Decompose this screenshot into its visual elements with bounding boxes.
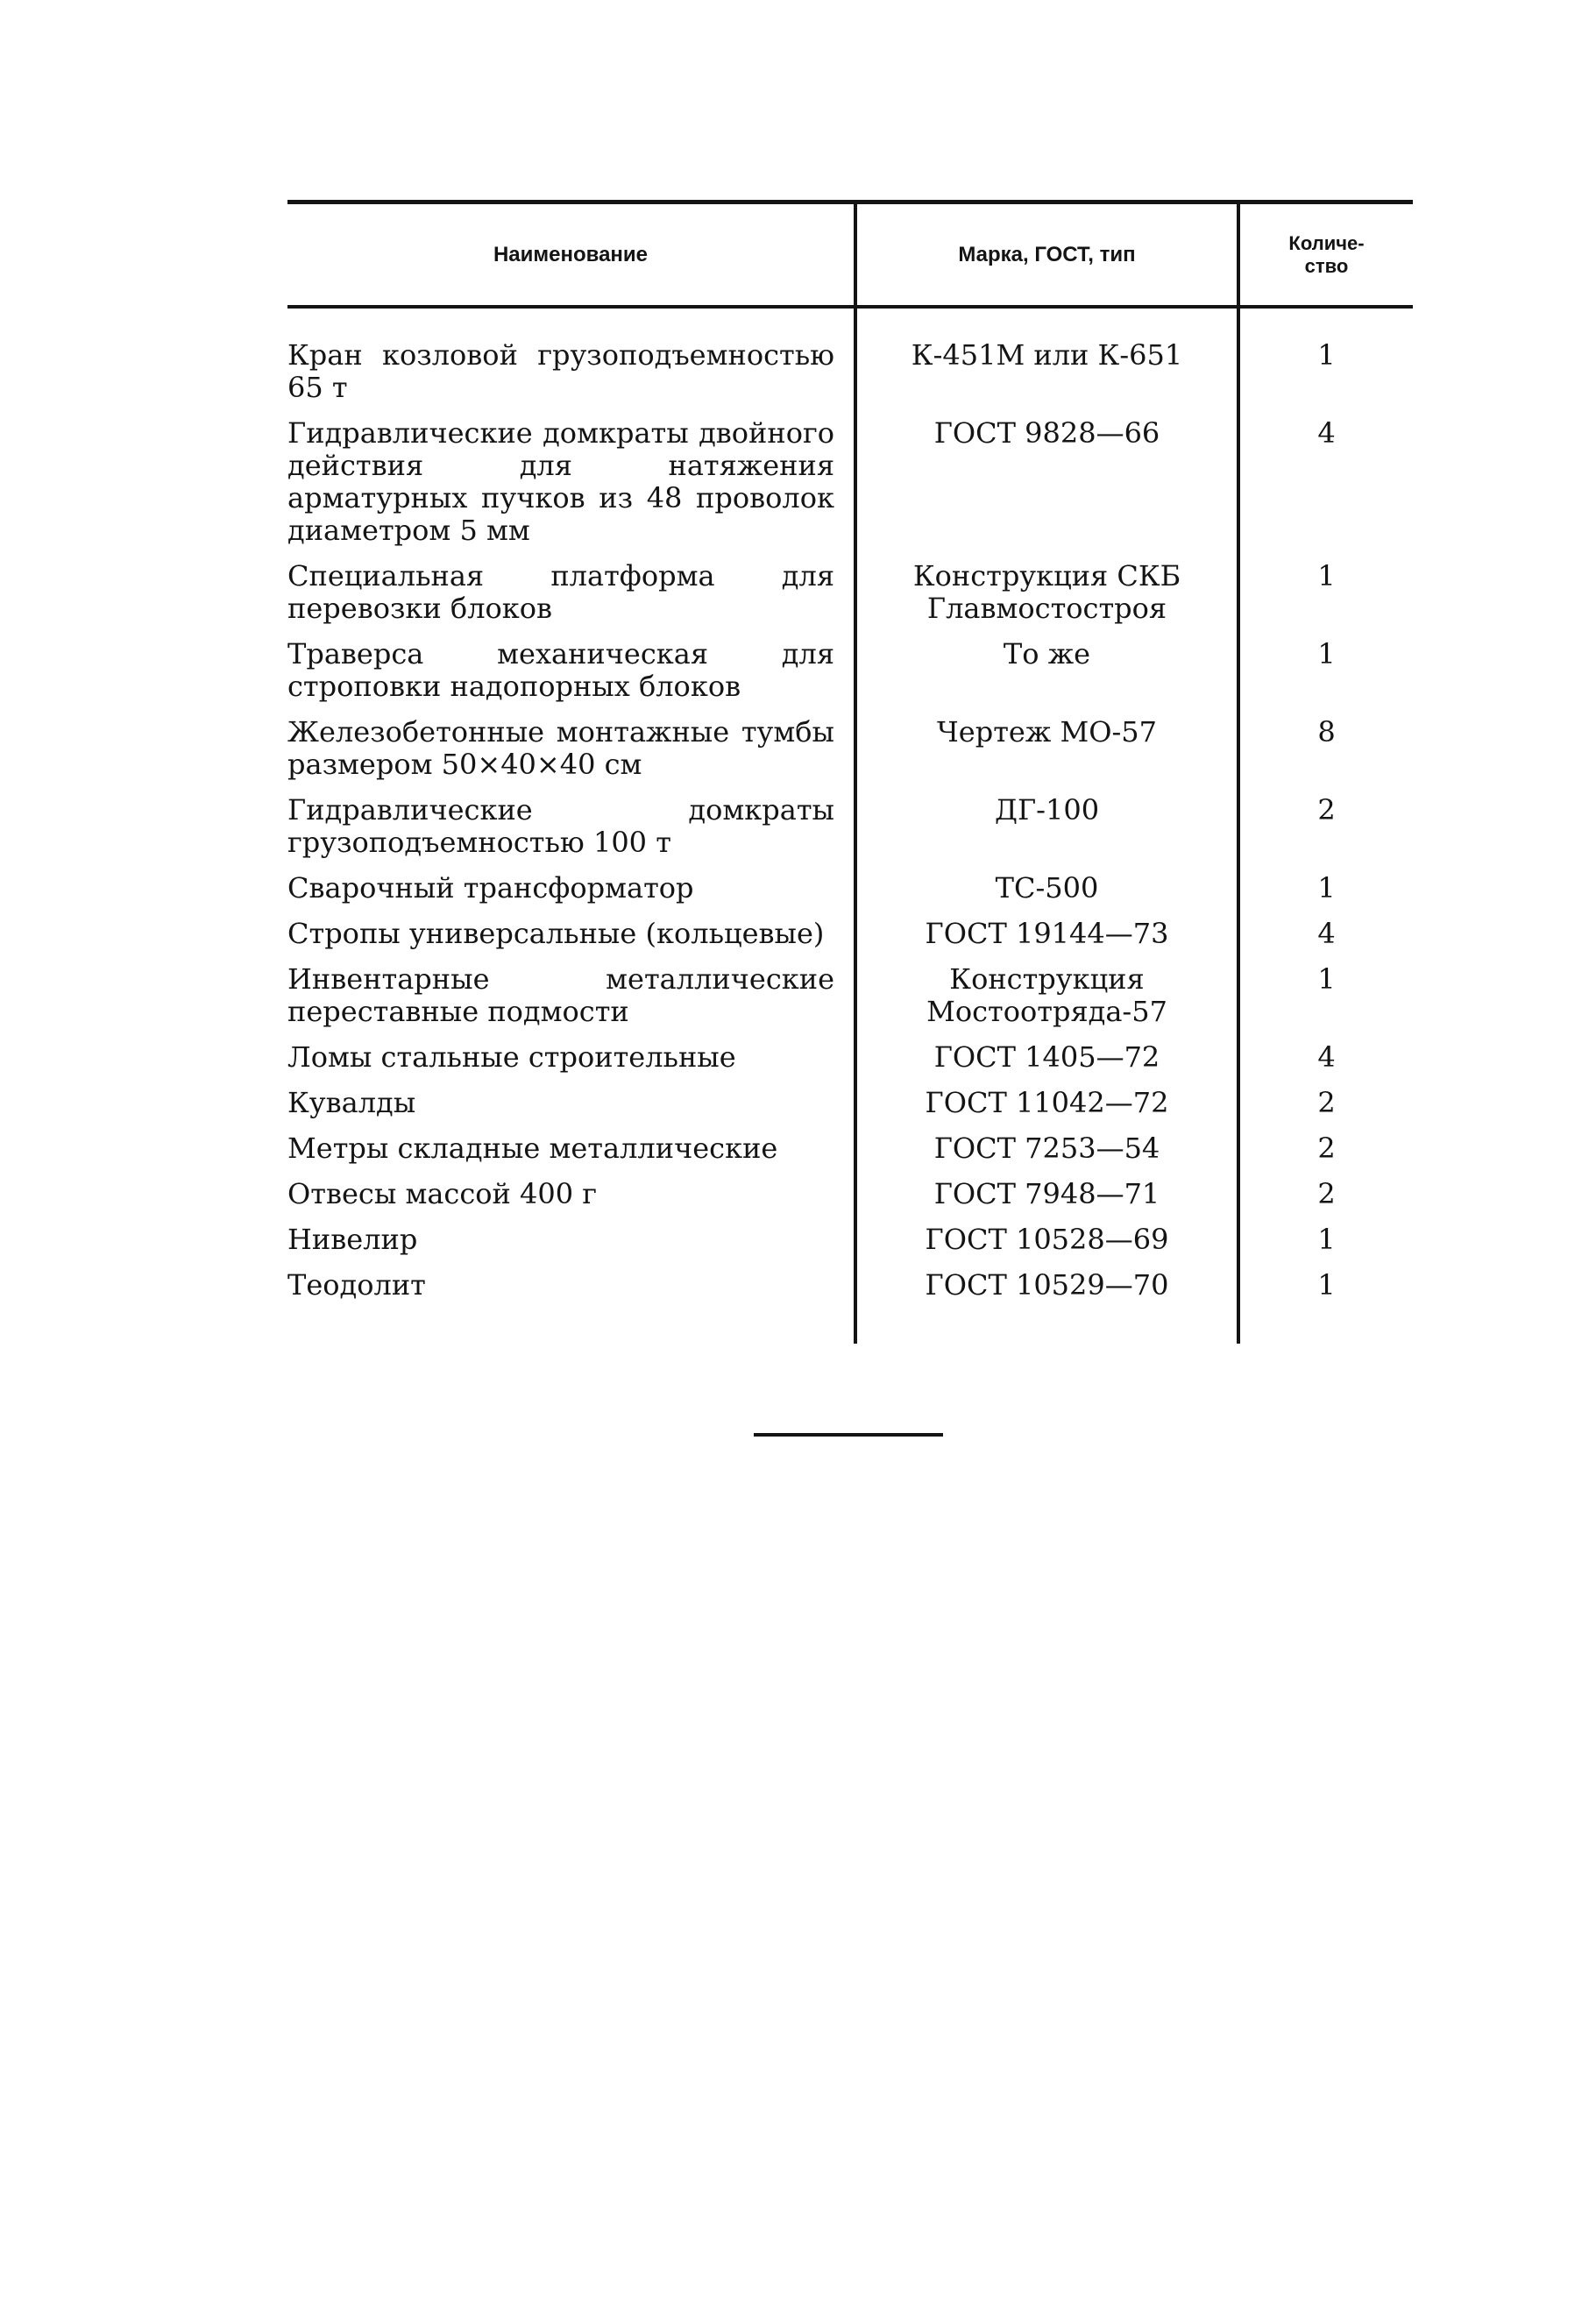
cell-mark	[855, 1041, 1238, 1087]
table-row	[287, 794, 1413, 872]
table-row	[287, 1178, 1413, 1224]
cell-qty: 4	[1238, 417, 1413, 560]
cell-name: Кувалды	[287, 1086, 416, 1119]
table-body	[287, 307, 1413, 1344]
cell-mark	[855, 307, 1238, 417]
cell-qty: 2	[1238, 794, 1413, 872]
cell-name: Траверса механическая для строповки надопорных блоков	[287, 637, 834, 703]
cell-qty: 1	[1238, 638, 1413, 716]
cell-mark	[855, 918, 1238, 963]
cell-mark	[855, 1224, 1238, 1269]
equipment-table	[287, 200, 1413, 1344]
cell-name: Гидравлические домкраты двойного действия для натяжения арматурных пучков из 48 проволок диаметром 5 мм	[287, 416, 834, 547]
cell-qty: 1	[1238, 872, 1413, 918]
cell-mark	[855, 417, 1238, 560]
cell-mark-line1: ГОСТ 10528—69	[925, 1223, 1169, 1256]
cell-mark-line1: ГОСТ 19144—73	[925, 917, 1169, 950]
cell-name: Кран козловой грузоподъемностью 65 т	[287, 338, 834, 404]
table-row	[287, 1041, 1413, 1087]
cell-name: Метры складные металлические	[287, 1132, 778, 1165]
cell-name: Отвесы массой 400 г	[287, 1177, 598, 1210]
cell-mark-line1: ГОСТ 11042—72	[925, 1086, 1169, 1119]
cell-mark-line2: Главмостостроя	[926, 592, 1167, 625]
cell-mark-line1: ГОСТ 10529—70	[925, 1268, 1169, 1302]
header-name: Наименование	[287, 202, 855, 308]
cell-mark	[855, 638, 1238, 716]
table-row	[287, 638, 1413, 716]
cell-mark-line1: Чертеж МО-57	[937, 715, 1157, 749]
table-row	[287, 716, 1413, 794]
table-row	[287, 1224, 1413, 1269]
cell-mark-line1: ГОСТ 9828—66	[933, 416, 1160, 450]
cell-name: Гидравлические домкраты грузоподъемностью 100 т	[287, 793, 834, 859]
header-mark: Марка, ГОСТ, тип	[855, 202, 1238, 308]
cell-mark-line1: К-451М или К-651	[911, 338, 1183, 372]
cell-qty: 1	[1238, 963, 1413, 1041]
cell-mark-line1: ТС-500	[995, 871, 1099, 905]
cell-name: Стропы универсальные (кольцевые)	[287, 917, 825, 950]
table-row	[287, 1269, 1413, 1344]
cell-mark-line1: ГОСТ 7948—71	[933, 1177, 1160, 1210]
cell-mark-line1: ДГ-100	[994, 793, 1100, 827]
cell-mark	[855, 872, 1238, 918]
end-rule	[754, 1433, 943, 1437]
cell-name: Ломы стальные строительные	[287, 1040, 736, 1074]
cell-qty: 2	[1238, 1178, 1413, 1224]
cell-qty: 1	[1238, 1269, 1413, 1344]
cell-qty: 4	[1238, 918, 1413, 963]
table-header	[287, 202, 1413, 308]
cell-name: Железобетонные монтажные тумбы размером 50×40×40 см	[287, 715, 834, 781]
cell-mark-line1: ГОСТ 1405—72	[933, 1040, 1160, 1074]
table-row	[287, 307, 1413, 417]
table-row	[287, 872, 1413, 918]
cell-name: Нивелир	[287, 1223, 418, 1256]
cell-mark	[855, 963, 1238, 1041]
cell-qty: 1	[1238, 1224, 1413, 1269]
cell-qty: 2	[1238, 1087, 1413, 1132]
cell-mark	[855, 560, 1238, 638]
cell-name: Сварочный трансформатор	[287, 871, 694, 905]
cell-mark-line1: ГОСТ 7253—54	[933, 1132, 1160, 1165]
cell-mark	[855, 1269, 1238, 1344]
cell-qty: 2	[1238, 1132, 1413, 1178]
cell-mark-line1: Конструкция СКБ	[912, 559, 1181, 592]
header-qty	[1238, 202, 1413, 308]
cell-name: Инвентарные металлические переставные подмости	[287, 962, 834, 1028]
cell-mark-line2: Мостоотряда-57	[926, 995, 1167, 1028]
table-row	[287, 560, 1413, 638]
table-row	[287, 918, 1413, 963]
cell-qty: 1	[1238, 307, 1413, 417]
cell-qty: 8	[1238, 716, 1413, 794]
cell-mark	[855, 716, 1238, 794]
header-qty-line2: ство	[1304, 254, 1349, 277]
cell-name: Теодолит	[287, 1268, 426, 1302]
table-row	[287, 417, 1413, 560]
cell-mark	[855, 1087, 1238, 1132]
header-qty-line1: Количе-	[1288, 232, 1365, 255]
cell-name: Специальная платформа для перевозки блоков	[287, 559, 834, 625]
cell-qty: 4	[1238, 1041, 1413, 1087]
table-row	[287, 963, 1413, 1041]
cell-mark	[855, 1178, 1238, 1224]
cell-mark	[855, 1132, 1238, 1178]
table-row	[287, 1132, 1413, 1178]
cell-mark	[855, 794, 1238, 872]
table-row	[287, 1087, 1413, 1132]
cell-mark-line1: Конструкция	[949, 962, 1145, 996]
cell-mark-line1: То же	[1003, 637, 1091, 670]
cell-qty: 1	[1238, 560, 1413, 638]
header-row	[287, 202, 1413, 308]
